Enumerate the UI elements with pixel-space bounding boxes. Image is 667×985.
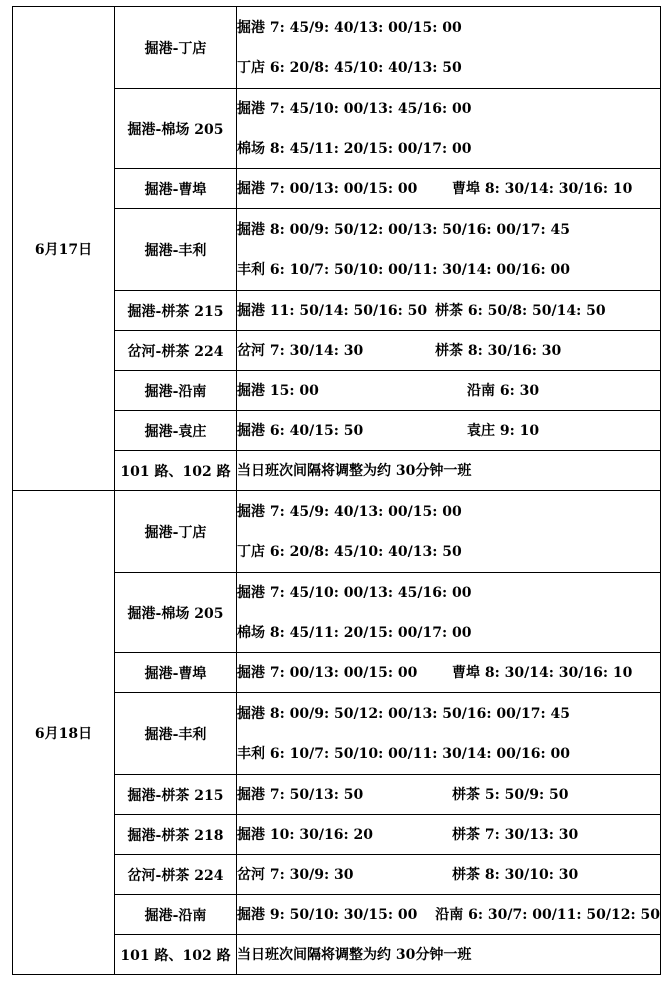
time-line: 丁店 6: 20/8: 45/10: 40/13: 50: [237, 543, 462, 560]
outbound-times: 掘港 11: 50/14: 50/16: 50: [237, 302, 428, 319]
route-name: 掘港-栟茶 218: [115, 815, 237, 855]
time-line: 掘港 7: 45/9: 40/13: 00/15: 00: [237, 19, 462, 36]
route-times: [237, 371, 661, 411]
route-times: [237, 291, 661, 331]
route-times: [237, 411, 661, 451]
route-times: [237, 573, 661, 653]
route-name: 掘港-袁庄: [115, 411, 237, 451]
route-times: [237, 451, 661, 491]
route-times: [237, 7, 661, 89]
schedule-table: [12, 6, 661, 975]
return-times: 袁庄 9: 10: [467, 422, 540, 439]
time-line: 棉场 8: 45/11: 20/15: 00/17: 00: [237, 140, 472, 157]
route-name: 掘港-沿南: [115, 895, 237, 935]
route-times: [237, 209, 661, 291]
time-pair: [237, 383, 660, 399]
route-name: 掘港-棉场 205: [115, 89, 237, 169]
time-pair: [237, 665, 660, 681]
outbound-times: 掘港 6: 40/15: 50: [237, 422, 364, 439]
route-times: [237, 895, 661, 935]
route-times: [237, 491, 661, 573]
return-times: 曹埠 8: 30/14: 30/16: 10: [452, 180, 633, 197]
route-name: 掘港-曹埠: [115, 169, 237, 209]
route-name: 101 路、102 路: [115, 935, 237, 975]
return-times: 栟茶 8: 30/10: 30: [452, 866, 579, 883]
outbound-times: 岔河 7: 30/9: 30: [237, 866, 354, 883]
time-pair: [237, 907, 660, 923]
time-line: 丁店 6: 20/8: 45/10: 40/13: 50: [237, 59, 462, 76]
outbound-times: 掘港 7: 50/13: 50: [237, 786, 364, 803]
time-pair: [237, 423, 660, 439]
time-line: 掘港 8: 00/9: 50/12: 00/13: 50/16: 00/17: 45: [237, 705, 570, 722]
outbound-times: 掘港 9: 50/10: 30/15: 00: [237, 906, 418, 923]
route-times: [237, 653, 661, 693]
return-times: 沿南 6: 30/7: 00/11: 50/12: 50: [435, 906, 660, 923]
outbound-times: 掘港 10: 30/16: 20: [237, 826, 374, 843]
route-times: [237, 89, 661, 169]
outbound-times: 掘港 7: 00/13: 00/15: 00: [237, 180, 418, 197]
route-name: 岔河-栟茶 224: [115, 331, 237, 371]
time-pair: [237, 827, 660, 843]
route-times: [237, 775, 661, 815]
time-line: 棉场 8: 45/11: 20/15: 00/17: 00: [237, 624, 472, 641]
route-name: 101 路、102 路: [115, 451, 237, 491]
time-line: 丰利 6: 10/7: 50/10: 00/11: 30/14: 00/16: 00: [237, 261, 570, 278]
route-name: 岔河-栟茶 224: [115, 855, 237, 895]
route-times: [237, 855, 661, 895]
date-cell: 6月17日: [13, 7, 115, 491]
route-name: 掘港-丰利: [115, 209, 237, 291]
outbound-times: 岔河 7: 30/14: 30: [237, 342, 364, 359]
route-name: 掘港-丁店: [115, 7, 237, 89]
return-times: 曹埠 8: 30/14: 30/16: 10: [452, 664, 633, 681]
time-pair: [237, 867, 660, 883]
interval-note: 当日班次间隔将调整为约 30分钟一班: [237, 946, 472, 963]
table-row: [13, 7, 661, 89]
route-times: [237, 693, 661, 775]
table-row: [13, 491, 661, 573]
time-line: 掘港 7: 45/10: 00/13: 45/16: 00: [237, 100, 472, 117]
time-pair: [237, 787, 660, 803]
route-name: 掘港-丁店: [115, 491, 237, 573]
return-times: 沿南 6: 30: [467, 382, 540, 399]
schedule-body: [13, 7, 661, 975]
route-name: 掘港-沿南: [115, 371, 237, 411]
route-name: 掘港-栟茶 215: [115, 775, 237, 815]
time-line: 丰利 6: 10/7: 50/10: 00/11: 30/14: 00/16: 00: [237, 745, 570, 762]
return-times: 栟茶 6: 50/8: 50/14: 50: [435, 302, 606, 319]
route-times: [237, 169, 661, 209]
route-times: [237, 331, 661, 371]
return-times: 栟茶 7: 30/13: 30: [452, 826, 579, 843]
route-name: 掘港-栟茶 215: [115, 291, 237, 331]
time-line: 掘港 8: 00/9: 50/12: 00/13: 50/16: 00/17: 45: [237, 221, 570, 238]
outbound-times: 掘港 7: 00/13: 00/15: 00: [237, 664, 418, 681]
time-pair: [237, 181, 660, 197]
time-pair: [237, 303, 660, 319]
time-line: 掘港 7: 45/9: 40/13: 00/15: 00: [237, 503, 462, 520]
date-cell: 6月18日: [13, 491, 115, 975]
return-times: 栟茶 5: 50/9: 50: [452, 786, 569, 803]
route-name: 掘港-曹埠: [115, 653, 237, 693]
return-times: 栟茶 8: 30/16: 30: [435, 342, 562, 359]
time-line: 掘港 7: 45/10: 00/13: 45/16: 00: [237, 584, 472, 601]
interval-note: 当日班次间隔将调整为约 30分钟一班: [237, 462, 472, 479]
route-times: [237, 815, 661, 855]
route-times: [237, 935, 661, 975]
route-name: 掘港-棉场 205: [115, 573, 237, 653]
outbound-times: 掘港 15: 00: [237, 382, 319, 399]
time-pair: [237, 343, 660, 359]
route-name: 掘港-丰利: [115, 693, 237, 775]
